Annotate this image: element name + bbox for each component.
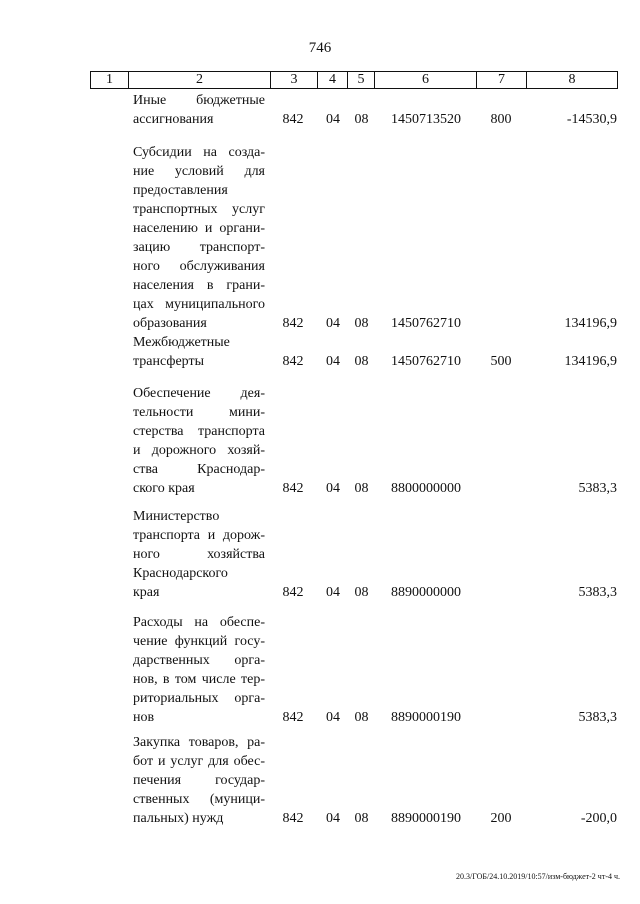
cell-c6: 8890000190 [391, 811, 461, 826]
cell-c5: 08 [354, 585, 369, 600]
cell-c5: 08 [354, 811, 369, 826]
cell-c4: 04 [326, 481, 340, 496]
row-description [133, 733, 265, 828]
cell-c4: 04 [326, 316, 340, 331]
cell-c4: 04 [326, 354, 340, 369]
description-line: края [133, 585, 160, 600]
cell-c8: 134196,9 [564, 354, 617, 369]
cell-c8: 5383,3 [578, 585, 617, 600]
header-col-7: 7 [477, 72, 527, 88]
header-col-8: 8 [568, 72, 576, 87]
cell-c5: 08 [354, 316, 369, 331]
description-line: Закупка товаров, ра- [133, 735, 265, 750]
cell-c7: 800 [490, 112, 512, 127]
row-description [133, 613, 265, 727]
cell-c3: 842 [282, 811, 304, 826]
cell-c7: 500 [490, 354, 512, 369]
cell-c6: 8890000190 [391, 710, 461, 725]
cell-c4: 04 [326, 710, 340, 725]
header-col-5: 5 [348, 72, 375, 88]
description-line: ского края [133, 481, 195, 496]
description-line: Субсидии на созда- [133, 145, 265, 160]
description-line: образования [133, 316, 207, 331]
header-col-4: 4 [318, 72, 348, 88]
description-line: риториальных орга- [133, 691, 265, 706]
cell-c8: 5383,3 [578, 710, 617, 725]
cell-c5: 08 [354, 354, 369, 369]
cell-c6: 1450762710 [391, 354, 461, 369]
description-line: чение функций госу- [133, 634, 265, 649]
page-number: 746 [308, 40, 332, 56]
cell-c3: 842 [282, 354, 304, 369]
description-line: дарственных орга- [133, 653, 265, 668]
description-line: Иные бюджетные [133, 93, 265, 108]
cell-c8: 5383,3 [578, 481, 617, 496]
cell-c3: 842 [282, 585, 304, 600]
description-line: Обеспечение дея- [133, 386, 265, 401]
cell-c6: 1450762710 [391, 316, 461, 331]
description-line: ние условий для [133, 164, 265, 179]
description-line: нов, в том числе тер- [133, 672, 265, 687]
cell-c3: 842 [282, 112, 304, 127]
description-line: транспорта и дорож- [133, 528, 265, 543]
cell-c3: 842 [282, 710, 304, 725]
description-line: населения в грани- [133, 278, 265, 293]
description-line: ного хозяйства [133, 547, 265, 562]
description-line: ственных (муници- [133, 792, 265, 807]
description-line: транспортных услуг [133, 202, 265, 217]
description-line: нов [133, 710, 155, 725]
header-col-2: 2 [129, 72, 271, 88]
description-line: населению и органи- [133, 221, 265, 236]
header-col-6: 6 [375, 72, 477, 88]
cell-c5: 08 [354, 112, 369, 127]
cell-c4: 04 [326, 585, 340, 600]
description-line: печения государ- [133, 773, 265, 788]
description-line: ассигнования [133, 112, 214, 127]
cell-c8: 134196,9 [564, 316, 617, 331]
description-line: стерства транспорта [133, 424, 265, 439]
row-description [133, 333, 265, 371]
row-description [133, 91, 265, 129]
cell-c5: 08 [354, 710, 369, 725]
cell-c4: 04 [326, 811, 340, 826]
description-line: ства Краснодар- [133, 462, 265, 477]
cell-c6: 1450713520 [391, 112, 461, 127]
description-line: Расходы на обеспе- [133, 615, 265, 630]
description-line: ного обслуживания [133, 259, 265, 274]
description-line: предоставления [133, 183, 228, 198]
cell-c7: 200 [490, 811, 512, 826]
row-description [133, 143, 265, 333]
cell-c8: -14530,9 [566, 112, 617, 127]
cell-c5: 08 [354, 481, 369, 496]
description-line: Краснодарского [133, 566, 228, 581]
description-line: пальных) нужд [133, 811, 224, 826]
description-line: цах муниципального [133, 297, 265, 312]
description-line: бот и услуг для обес- [133, 754, 265, 769]
table-header [90, 71, 618, 89]
description-line: Министерство [133, 509, 220, 524]
description-line: тельности мини- [133, 405, 265, 420]
footer-stamp: 20.3/ГОБ/24.10.2019/10:57/изм-бюджет-2 чт-4 ч. [455, 872, 620, 881]
description-line: Межбюджетные [133, 335, 230, 350]
header-col-3: 3 [271, 72, 318, 88]
cell-c6: 8890000000 [391, 585, 461, 600]
description-line: трансферты [133, 354, 205, 369]
cell-c8: -200,0 [580, 811, 617, 826]
cell-c3: 842 [282, 481, 304, 496]
header-col-1: 1 [91, 72, 129, 88]
cell-c6: 8800000000 [391, 481, 461, 496]
description-line: зацию транспорт- [133, 240, 265, 255]
cell-c4: 04 [326, 112, 340, 127]
cell-c3: 842 [282, 316, 304, 331]
description-line: и дорожного хозяй- [133, 443, 265, 458]
row-description [133, 384, 265, 498]
row-description [133, 507, 265, 602]
